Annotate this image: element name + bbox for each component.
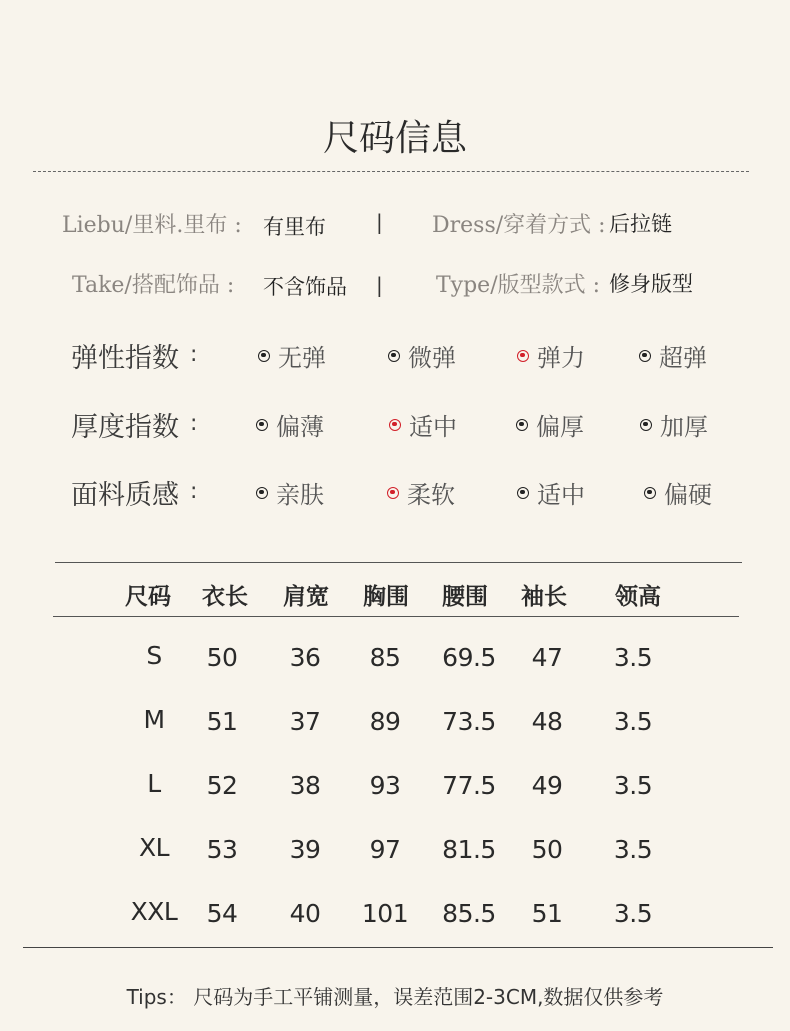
header-chest: 胸围 [363, 583, 409, 610]
option-no-stretch: 无弹 [258, 338, 326, 373]
radio-icon [256, 419, 268, 431]
cell-length: 50 [206, 643, 238, 672]
thickness-label: 厚度指数 [71, 412, 179, 443]
cell-waist: 85.5 [442, 899, 496, 928]
cell-chest: 89 [369, 707, 401, 736]
header-sleeve: 袖长 [521, 583, 567, 610]
cell-collar: 3.5 [613, 643, 653, 672]
cell-waist: 69.5 [442, 643, 496, 672]
accessories-label: Take/搭配饰品 : [72, 273, 235, 298]
header-size: 尺码 [125, 583, 171, 610]
cell-shoulder: 39 [289, 835, 321, 864]
cell-sleeve: 47 [531, 643, 563, 672]
cell-sleeve: 48 [531, 707, 563, 736]
accessories-value: 不含饰品 [263, 275, 347, 299]
table-header-rule [53, 616, 739, 617]
radio-selected-icon [389, 419, 401, 431]
radio-selected-icon [517, 350, 529, 362]
separator: | [376, 210, 383, 234]
option-medium-selected: 适中 [389, 407, 457, 442]
option-skin-friendly: 亲肤 [256, 475, 324, 510]
radio-icon [516, 419, 528, 431]
cell-size: M [143, 705, 165, 734]
cell-waist: 73.5 [442, 707, 496, 736]
cell-chest: 85 [369, 643, 401, 672]
radio-icon [258, 350, 270, 362]
radio-icon [640, 419, 652, 431]
cell-chest: 97 [369, 835, 401, 864]
separator: | [376, 273, 383, 297]
texture-label: 面料质感 [71, 480, 179, 511]
elasticity-label: 弹性指数 [71, 343, 179, 374]
cell-length: 51 [206, 707, 238, 736]
colon: : [190, 479, 198, 504]
radio-selected-icon [387, 487, 399, 499]
cell-size: L [147, 769, 161, 798]
option-thick: 偏厚 [516, 407, 584, 442]
cell-chest: 93 [369, 771, 401, 800]
radio-icon [388, 350, 400, 362]
info-row-accessories [0, 268, 790, 308]
option-moderate: 适中 [517, 475, 585, 510]
cell-collar: 3.5 [613, 771, 653, 800]
cell-collar: 3.5 [613, 899, 653, 928]
attr-row-thickness [0, 405, 790, 445]
table-top-rule [55, 562, 742, 563]
cell-waist: 77.5 [442, 771, 496, 800]
dress-value: 后拉链 [609, 212, 672, 236]
lining-label: Liebu/里料.里布 : [62, 213, 242, 238]
cell-sleeve: 50 [531, 835, 563, 864]
table-bottom-rule [23, 947, 773, 948]
option-stretch-selected: 弹力 [517, 338, 585, 373]
tips-note: Tips： 尺码为手工平铺测量，误差范围2-3CM,数据仅供参考 [126, 985, 664, 1009]
cell-size: S [146, 641, 162, 670]
option-stiff: 偏硬 [644, 475, 712, 510]
cell-waist: 81.5 [442, 835, 496, 864]
type-value: 修身版型 [609, 272, 693, 296]
cell-length: 52 [206, 771, 238, 800]
colon: : [190, 411, 198, 436]
cell-sleeve: 51 [531, 899, 563, 928]
cell-shoulder: 37 [289, 707, 321, 736]
cell-size: XL [138, 833, 170, 862]
colon: : [190, 342, 198, 367]
header-shoulder: 肩宽 [283, 583, 329, 610]
cell-length: 53 [206, 835, 238, 864]
cell-chest: 101 [361, 899, 409, 928]
cell-length: 54 [206, 899, 238, 928]
header-length: 衣长 [202, 583, 248, 610]
option-extra-thick: 加厚 [640, 407, 708, 442]
option-super-stretch: 超弹 [639, 338, 707, 373]
header-waist: 腰围 [442, 583, 488, 610]
attr-row-elasticity [0, 336, 790, 376]
cell-shoulder: 38 [289, 771, 321, 800]
cell-collar: 3.5 [613, 835, 653, 864]
option-slight-stretch: 微弹 [388, 338, 456, 373]
radio-icon [517, 487, 529, 499]
radio-icon [639, 350, 651, 362]
cell-sleeve: 49 [531, 771, 563, 800]
dress-label: Dress/穿着方式 : [432, 213, 606, 238]
radio-icon [256, 487, 268, 499]
cell-collar: 3.5 [613, 707, 653, 736]
cell-shoulder: 40 [289, 899, 321, 928]
option-thin: 偏薄 [256, 407, 324, 442]
dashed-divider [33, 171, 749, 172]
header-collar: 领高 [615, 583, 661, 610]
type-label: Type/版型款式 : [436, 273, 601, 298]
info-row-lining [0, 208, 790, 248]
lining-value: 有里布 [263, 215, 326, 239]
option-soft-selected: 柔软 [387, 475, 455, 510]
cell-shoulder: 36 [289, 643, 321, 672]
cell-size: XXL [130, 897, 178, 926]
radio-icon [644, 487, 656, 499]
page-title: 尺码信息 [322, 118, 467, 159]
attr-row-texture [0, 473, 790, 513]
